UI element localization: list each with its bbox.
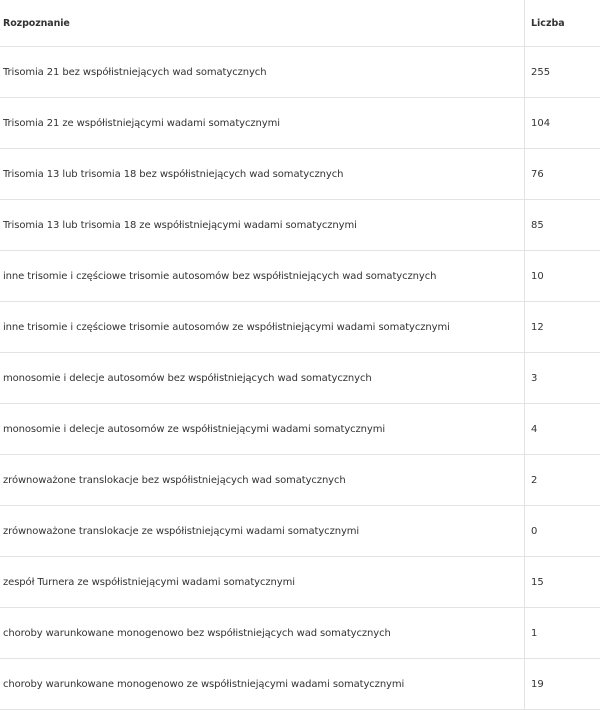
diagnosis-cell: Trisomia 21 ze współistniejącymi wadami somatycznymi <box>3 117 280 129</box>
diagnosis-cell: zrównoważone translokacje bez współistniejących wad somatycznych <box>3 474 346 486</box>
table-row <box>0 455 600 506</box>
diagnosis-cell: Trisomia 21 bez współistniejących wad somatycznych <box>3 66 267 78</box>
table-row <box>0 98 600 149</box>
table-row <box>0 506 600 557</box>
diagnosis-cell: zrównoważone translokacje ze współistniejącymi wadami somatycznymi <box>3 525 360 537</box>
table-row <box>0 659 600 710</box>
table-row <box>0 47 600 98</box>
table-header-row <box>0 0 600 47</box>
diagnosis-cell: inne trisomie i częściowe trisomie autosomów bez współistniejących wad somatycznych <box>3 270 437 282</box>
count-cell: 15 <box>524 557 600 607</box>
table-row <box>0 200 600 251</box>
count-cell: 3 <box>524 353 600 403</box>
diagnosis-cell: zespół Turnera ze współistniejącymi wadami somatycznymi <box>3 576 295 588</box>
diagnosis-cell: monosomie i delecje autosomów ze współistniejącymi wadami somatycznymi <box>3 423 386 435</box>
table-row <box>0 404 600 455</box>
count-cell: 12 <box>524 302 600 352</box>
diagnosis-cell: monosomie i delecje autosomów bez współistniejących wad somatycznych <box>3 372 372 384</box>
count-cell: 2 <box>524 455 600 505</box>
table-row <box>0 149 600 200</box>
count-cell: 85 <box>524 200 600 250</box>
count-cell: 255 <box>524 47 600 97</box>
diagnosis-cell: choroby warunkowane monogenowo bez współistniejących wad somatycznych <box>3 627 391 639</box>
table-body <box>0 47 600 710</box>
diagnosis-cell: Trisomia 13 lub trisomia 18 ze współistniejącymi wadami somatycznymi <box>3 219 357 231</box>
count-cell: 0 <box>524 506 600 556</box>
diagnosis-cell: choroby warunkowane monogenowo ze współistniejącymi wadami somatycznymi <box>3 678 405 690</box>
diagnosis-cell: inne trisomie i częściowe trisomie autosomów ze współistniejącymi wadami somatycznymi <box>3 321 450 333</box>
table-row <box>0 608 600 659</box>
count-cell: 1 <box>524 608 600 658</box>
table-row <box>0 302 600 353</box>
count-cell: 76 <box>524 149 600 199</box>
count-cell: 4 <box>524 404 600 454</box>
table-row <box>0 557 600 608</box>
column-header-diagnosis: Rozpoznanie <box>3 17 70 29</box>
table-row <box>0 251 600 302</box>
column-header-count: Liczba <box>524 0 600 46</box>
count-cell: 104 <box>524 98 600 148</box>
count-cell: 19 <box>524 659 600 709</box>
count-cell: 10 <box>524 251 600 301</box>
table-row <box>0 353 600 404</box>
diagnosis-cell: Trisomia 13 lub trisomia 18 bez współistniejących wad somatycznych <box>3 168 344 180</box>
